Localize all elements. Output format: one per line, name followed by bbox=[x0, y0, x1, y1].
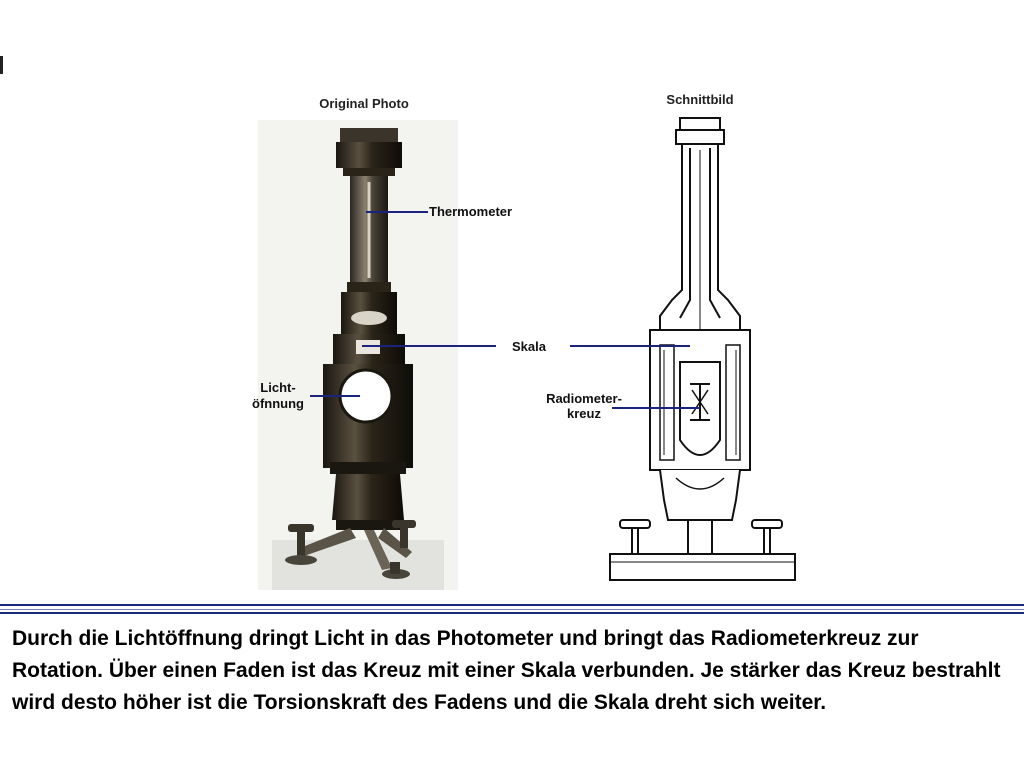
radiometer-label-line2: kreuz bbox=[567, 406, 601, 421]
cross-section-drawing bbox=[610, 118, 795, 580]
right-figure-title: Schnittbild bbox=[666, 92, 734, 107]
original-photo bbox=[258, 120, 458, 590]
skala-label: Skala bbox=[512, 339, 546, 354]
caption-text: Durch die Lichtöffnung dringt Licht in das Photometer und bringt das Radiometerkreuz zur Rotation. Über einen Faden ist das Kreuz mit einer Skala verbunden. Je stärker das Kreuz bestrahlt wird desto höher ist die Torsionskraft des Fadens und die Skala dreht sich weiter. bbox=[12, 627, 1001, 714]
divider-bottom bbox=[0, 612, 1024, 614]
divider-middle bbox=[0, 609, 1024, 610]
radiometer-label-line1: Radiometer- bbox=[546, 391, 622, 406]
thermometer-label: Thermometer bbox=[429, 204, 513, 219]
licht-label-line2: öfnnung bbox=[252, 396, 304, 411]
divider-top bbox=[0, 604, 1024, 606]
licht-label-line1: Licht- bbox=[260, 380, 296, 395]
left-figure-title: Original Photo bbox=[319, 96, 409, 111]
